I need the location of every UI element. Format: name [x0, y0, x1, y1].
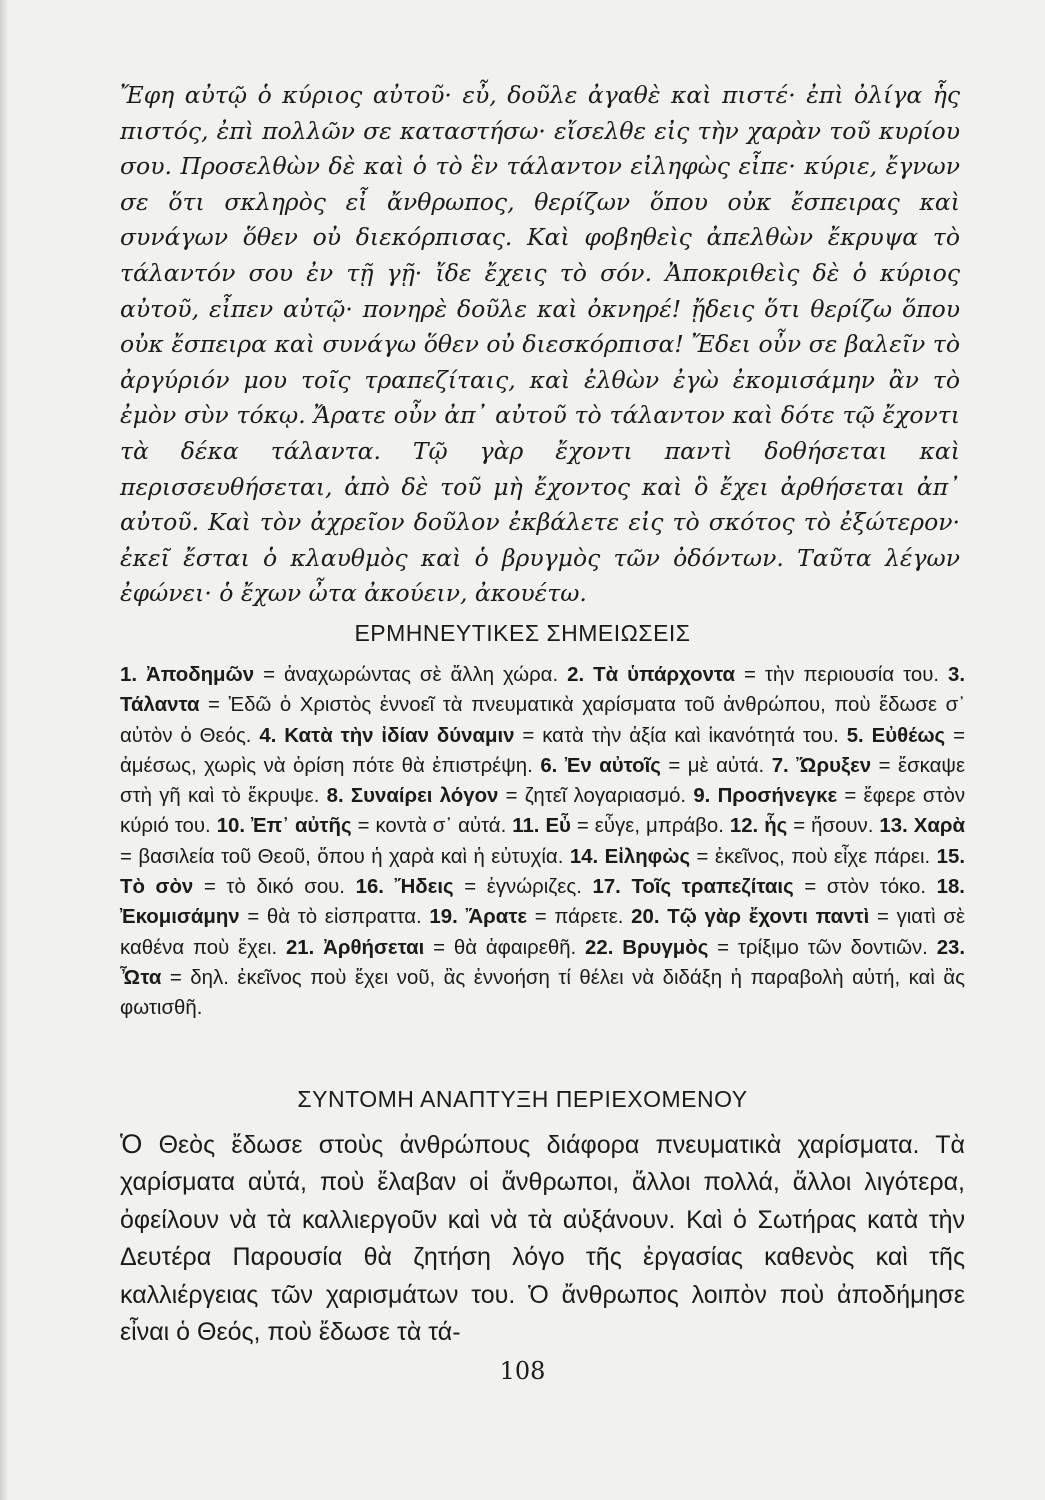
summary-paragraph	[120, 1126, 965, 1351]
note-definition: = βασιλεία τοῦ Θεοῦ, ὅπου ἡ χαρὰ καὶ ἡ εὐτυχία.	[120, 845, 564, 868]
note-definition: = κατὰ τὴν ἀξία καὶ ἱκανότητά του.	[522, 724, 839, 747]
note-definition: = δηλ. ἐκεῖνος ποὺ ἔχει νοῦ, ἂς ἐννοήση τί θέλει νὰ διδάξη ἡ παραβολὴ αὐτή, καὶ ἂς φωτισθῆ.	[120, 966, 965, 1020]
note-definition: = ἤσουν.	[793, 815, 874, 838]
note-number: 22.	[585, 936, 614, 959]
note-term: Τοῖς τραπεζίταις	[631, 876, 794, 899]
note-definition: = ζητεῖ λογαριασμό.	[505, 785, 687, 808]
note-definition: = τρίξιμο τῶν δοντιῶν.	[717, 936, 928, 959]
note-number: 1.	[120, 664, 138, 686]
note-term: Κατὰ τὴν ἰδίαν δύναμιν	[284, 724, 515, 747]
notes-heading: ΕΡΜΗΝΕΥΤΙΚΕΣ ΣΗΜΕΙΩΣΕΙΣ	[354, 620, 691, 646]
note-number: 7.	[771, 754, 789, 777]
note-term: Χαρὰ	[913, 815, 966, 838]
note-term: Ἄρατε	[465, 906, 528, 929]
note-number: 4.	[259, 724, 277, 747]
note-term: Τὸ σὸν	[120, 876, 194, 899]
note-definition: = ἐγνώριζες.	[464, 876, 582, 899]
note-definition: = εὖγε, μπράβο.	[576, 815, 724, 838]
note-definition: = πάρετε.	[534, 906, 624, 929]
note-number: 13.	[879, 815, 908, 838]
note-definition: = Ἐδῶ ὁ Χριστὸς ἐννοεῖ τὰ πνευματικὰ χαρίσματα τοῦ ἀνθρώπου, ποὺ ἔδωσε σ᾽ αὐτὸν ὁ Θεός.	[120, 694, 966, 747]
note-definition: = θὰ τὸ εἰσπραττα.	[247, 906, 422, 929]
note-term: Ὦτα	[120, 966, 162, 989]
note-term: Ἐπ᾽ αὐτῆς	[251, 815, 352, 838]
note-number: 8.	[326, 785, 344, 808]
note-term: Ἤδεις	[394, 876, 454, 899]
note-definition: = ἔφερε στὸν κύριό του.	[120, 785, 966, 838]
summary-heading: ΣΥΝΤΟΜΗ ΑΝΑΠΤΥΞΗ ΠΕΡΙΕΧΟΜΕΝΟΥ	[297, 1086, 748, 1112]
note-number: 11.	[512, 815, 540, 838]
note-number: 10.	[216, 815, 246, 838]
note-definition: = τὴν περιουσία του.	[744, 664, 940, 686]
note-number: 20.	[631, 906, 660, 929]
note-term: Εὖ	[545, 815, 571, 838]
gospel-passage: Ἔφη αὐτῷ ὁ κύριος αὐτοῦ· εὖ, δοῦλε ἀγαθὲ καὶ πιστέ· ἐπὶ ὀλίγα ἧς πιστός, ἐπὶ πολλῶν σε καταστήσω· εἴσελθε εἰς τὴν χαρὰν τοῦ κυρίου σου. Προσελθὼν δὲ καὶ ὁ τὸ ἓν τάλαντον εἰληφὼς εἶπε· κύριε, ἔγνων σε ὅτι σκληρὸς εἶ ἄνθρωπος, θερίζων ὅπου οὐκ ἔσπειρας καὶ συνάγων ὅθεν οὐ διεκόρπισας. Καὶ φοβηθεὶς ἀπελθὼν ἔκρυψα τὸ τάλαντόν σου ἐν τῇ γῇ· ἴδε ἔχεις τὸ σόν. Ἀποκριθεὶς δὲ ὁ κύριος αὐτοῦ, εἶπεν αὐτῷ· πονηρὲ δοῦλε καὶ ὀκνηρέ! ᾔδεις ὅτι θερίζω ὅπου οὐκ ἔσπειρα καὶ συνάγω ὅθεν οὐ διεσκόρπισα! Ἔδει οὖν σε βαλεῖν τὸ ἀργύριόν μου τοῖς τραπεζίταις, καὶ ἐλθὼν ἐγὼ ἐκομισάμην ἂν τὸ ἐμὸν σὺν τόκῳ. Ἄρατε οὖν ἀπ᾽ αὐτοῦ τὸ τάλαντον καὶ δότε τῷ ἔχοντι τὰ δέκα τάλαντα. Τῷ γὰρ ἔχοντι παντὶ δοθήσεται καὶ περισσευθήσεται, ἀπὸ δὲ τοῦ μὴ ἔχοντος καὶ ὃ ἔχει ἀρθήσεται ἀπ᾽ αὐτοῦ. Καὶ τὸν ἀχρεῖον δοῦλον ἐκβάλετε εἰς τὸ σκότος τὸ ἐξώτερον· ἐκεῖ ἔσται ὁ κλαυθμὸς καὶ ὁ βρυγμὸς τῶν ὀδόντων. Ταῦτα λέγων ἐφώνει· ὁ ἔχων ὦτα ἀκούειν, ἀκουέτω.	[120, 81, 960, 608]
note-term: Ἀρθήσεται	[323, 936, 425, 959]
note-number: 9.	[693, 785, 711, 808]
note-definition: = θὰ ἀφαιρεθῆ.	[433, 936, 577, 959]
note-number: 19.	[429, 906, 458, 929]
note-definition: = μὲ αὐτά.	[668, 754, 765, 777]
note-term: Προσήνεγκε	[717, 785, 838, 808]
note-number: 15.	[936, 845, 966, 868]
note-term: Ἐκομισάμην	[120, 906, 240, 929]
note-term: Συναίρει λόγον	[350, 785, 499, 808]
note-definition: = γιατὶ σὲ καθένα ποὺ ἔχει.	[120, 906, 966, 959]
note-term: Εὐθέως	[871, 724, 946, 747]
summary-text: Θεὸς ἔδωσε στοὺς ἀνθρώπους διάφορα πνευματικὰ χαρίσματα. Τὰ χαρίσματα αὐτά, ποὺ ἔλαβαν οἱ ἄνθρωποι, ἄλλοι πολλά, ἄλλοι λιγότερα, ὀφείλουν νὰ τὰ καλλιεργοῦν καὶ νὰ τὰ αὐξάνουν. Καὶ ὁ Σωτήρας κατὰ τὴν Δευτέρα Παρουσία θὰ ζητήση λόγο τῆς ἐργασίας καθενὸς καὶ τῆς καλλιέργειας τῶν χαρισμάτων του. Ὁ ἄνθρωπος λοιπὸν ποὺ ἀποδήμησε εἶναι ὁ Θεός, ποὺ ἔδωσε τὰ τά-	[120, 1131, 965, 1347]
note-number: 18.	[936, 876, 965, 899]
page-spine-shadow	[0, 0, 8, 1500]
note-definition: = ἐκεῖνος, ποὺ εἶχε πάρει.	[696, 845, 931, 868]
note-term: Ἀποδημῶν	[146, 664, 255, 686]
note-number: 21.	[285, 936, 315, 959]
note-number: 6.	[540, 754, 558, 777]
note-number: 23.	[936, 936, 966, 959]
notes-list	[120, 660, 965, 1024]
note-term: Βρυγμὸς	[622, 936, 709, 959]
note-number: 17.	[592, 876, 621, 899]
note-term: Ὤρυξεν	[796, 754, 872, 777]
note-definition: = τὸ δικό σου.	[203, 876, 345, 899]
note-definition: = ἀμέσως, χωρὶς νὰ ὁρίση πότε θὰ ἐπιστρέψη.	[120, 724, 965, 777]
note-number: 2.	[567, 664, 585, 686]
note-number: 5.	[846, 724, 864, 747]
note-definition: = κοντὰ σ᾽ αὐτά.	[357, 815, 507, 838]
note-definition: = ἔσκαψε στὴ γῆ καὶ τὸ ἔκρυψε.	[120, 754, 966, 808]
note-definition: = ἀναχωρώντας σὲ ἄλλη χώρα.	[263, 664, 559, 686]
note-term: ἧς	[764, 815, 788, 838]
summary-first-word: Ὁ	[120, 1129, 143, 1159]
note-number: 12.	[729, 815, 759, 838]
note-number: 16.	[355, 876, 384, 899]
note-term: Εἰληφὼς	[604, 845, 691, 868]
note-definition: = στὸν τόκο.	[804, 876, 926, 899]
note-term: Τὰ ὑπάρχοντα	[593, 664, 736, 686]
note-term: Τάλαντα	[120, 694, 200, 717]
note-term: Τῷ γὰρ ἔχοντι παντὶ	[667, 906, 870, 929]
note-number: 3.	[948, 664, 966, 686]
note-term: Ἐν αὐτοῖς	[564, 754, 661, 777]
page-number: 108	[499, 1357, 546, 1385]
note-number: 14.	[569, 845, 599, 868]
